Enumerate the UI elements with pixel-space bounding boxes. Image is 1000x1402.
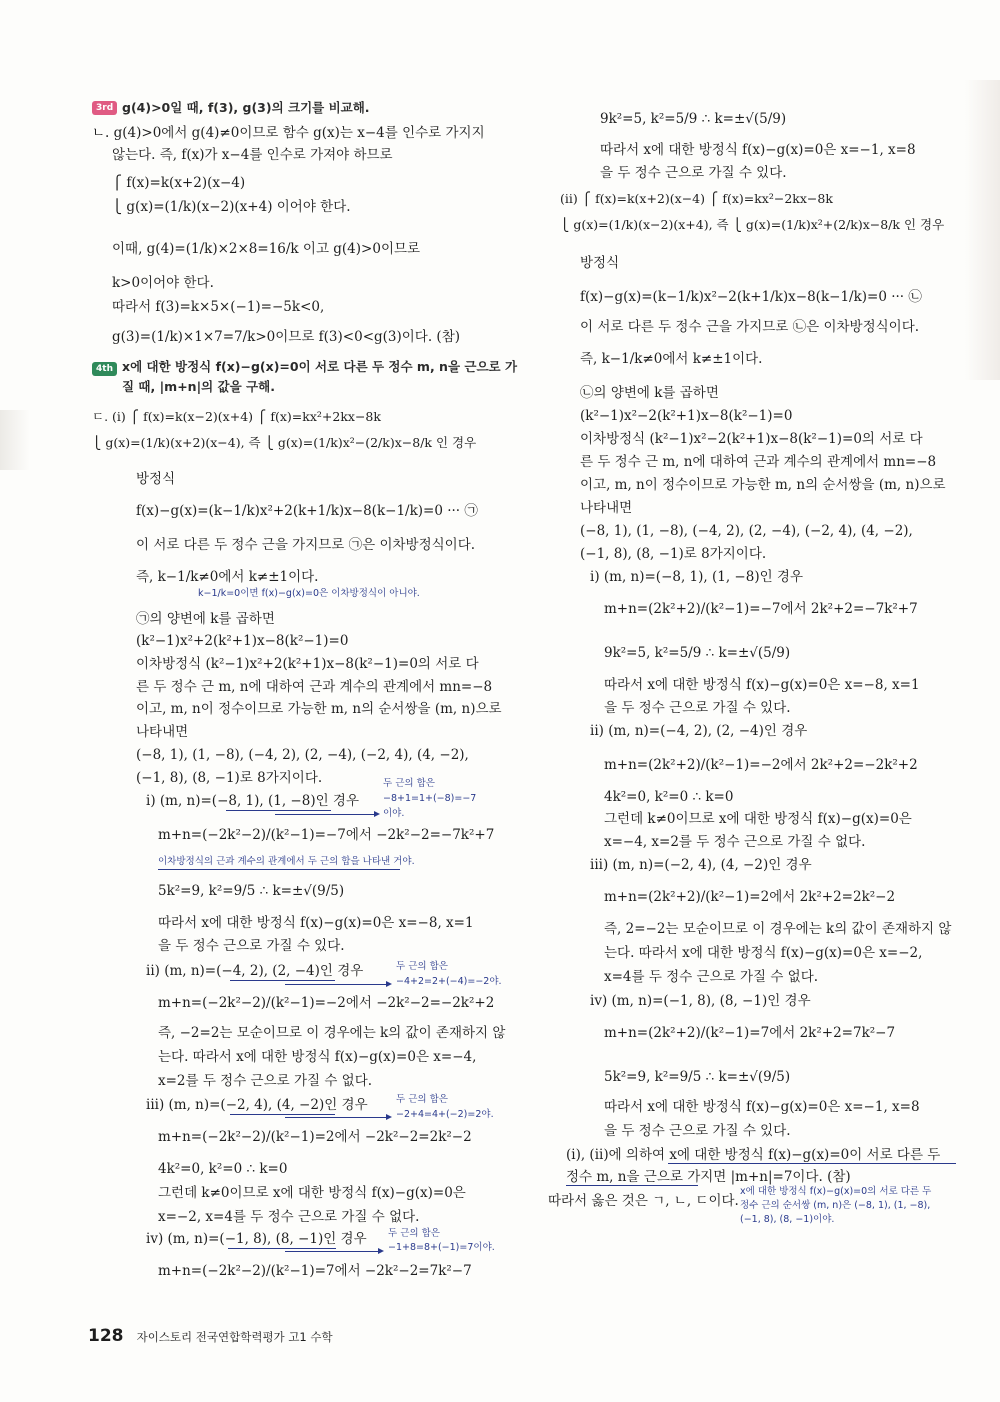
equation-line: 4k²=0, k²=0 ∴ k=0	[158, 1161, 288, 1177]
book-title: 자이스토리 전국연합학력평가 고1 수학	[136, 1330, 333, 1344]
page-edge-shadow-left	[0, 410, 30, 470]
system-line: ㄷ. (i) ⎧ f(x)=k(x−2)(x+4) ⎧ f(x)=kx²+2kx−8k	[92, 409, 381, 424]
case-heading: i) (m, n)=(−8, 1), (1, −8)인 경우	[590, 569, 804, 585]
text-line: 즉, k−1/k≠0에서 k≠±1이다.	[580, 351, 763, 367]
text-line: 즉, k−1/k≠0에서 k≠±1이다.	[136, 569, 319, 585]
equation-line: 5k²=9, k²=9/5 ∴ k=±√(9/5)	[604, 1069, 791, 1085]
arrow-icon	[275, 814, 375, 815]
text-line: x=2를 두 정수 근으로 가질 수 없다.	[158, 1073, 373, 1089]
text-line: k>0이어야 한다.	[112, 275, 214, 291]
text-line: 않는다. 즉, f(x)가 x−4를 인수로 가져야 하므로	[112, 147, 393, 163]
equation-line: m+n=(2k²+2)/(k²−1)=7에서 2k²+2=7k²−7	[604, 1025, 896, 1041]
text-line: g(3)=(1/k)×1×7=7/k>0이므로 f(3)<0<g(3)이다. (참)	[112, 329, 461, 345]
text-line: 방정식	[136, 471, 176, 487]
text-line: ㉠의 양변에 k를 곱하면	[136, 611, 275, 627]
case-heading: iv) (m, n)=(−1, 8), (8, −1)인 경우	[146, 1231, 367, 1247]
conclusion-line: (i), (ii)에 의하여 x에 대한 방정식 f(x)−g(x)=0이 서로 다른 두	[566, 1147, 941, 1163]
text-line: 이때, g(4)=(1/k)×2×8=16/k 이고 g(4)>0이므로	[112, 241, 421, 257]
arrow-icon	[285, 984, 387, 985]
text-line: 을 두 정수 근으로 가질 수 있다.	[604, 700, 791, 716]
equation-line: m+n=(2k²+2)/(k²−1)=−2에서 2k²+2=−2k²+2	[604, 757, 918, 773]
text-line: 방정식	[580, 255, 620, 271]
text-line: x=4를 두 정수 근으로 가질 수 없다.	[604, 969, 819, 985]
equation-line: 4k²=0, k²=0 ∴ k=0	[604, 789, 734, 805]
text-line: 이차방정식 (k²−1)x²−2(k²+1)x−8(k²−1)=0의 서로 다	[580, 431, 923, 447]
annotation: −4+2=2+(−4)=−2야.	[396, 976, 502, 987]
text-line: 따라서 x에 대한 방정식 f(x)−g(x)=0은 x=−1, x=8	[604, 1099, 920, 1115]
equation-line: m+n=(2k²+2)/(k²−1)=2에서 2k²+2=2k²−2	[604, 889, 896, 905]
underline	[228, 1248, 336, 1249]
annotation: 두 근의 합은	[396, 961, 448, 972]
text-line: 따라서 x에 대한 방정식 f(x)−g(x)=0은 x=−8, x=1	[604, 677, 920, 693]
step-3rd-heading: g(4)>0일 때, f(3), g(3)의 크기를 비교해.	[122, 100, 370, 115]
case-heading: iv) (m, n)=(−1, 8), (8, −1)인 경우	[590, 993, 811, 1009]
text-line: 을 두 정수 근으로 가질 수 있다.	[158, 938, 345, 954]
case-heading: ii) (m, n)=(−4, 2), (2, −4)인 경우	[146, 963, 364, 979]
arrow-icon	[285, 1251, 379, 1252]
equation-line: (k²−1)x²−2(k²+1)x−8(k²−1)=0	[580, 408, 793, 424]
annotation: −1+8=8+(−1)=7이야.	[388, 1242, 495, 1253]
equation-line: m+n=(2k²+2)/(k²−1)=−7에서 2k²+2=−7k²+7	[604, 601, 918, 617]
equation-line: f(x)−g(x)=(k−1/k)x²−2(k+1/k)x−8(k−1/k)=0 ··· ㉡	[580, 289, 922, 305]
pairs-line: (−8, 1), (1, −8), (−4, 2), (2, −4), (−2, 4), (4, −2),	[136, 747, 469, 763]
text-line: 는다. 따라서 x에 대한 방정식 f(x)−g(x)=0은 x=−4,	[158, 1049, 477, 1065]
text-line: 그런데 k≠0이므로 x에 대한 방정식 f(x)−g(x)=0은	[604, 811, 912, 827]
page-footer	[88, 1326, 333, 1346]
text-line: 이고, m, n이 정수이므로 가능한 m, n의 순서쌍을 (m, n)으로	[580, 477, 946, 493]
text-line: 는다. 따라서 x에 대한 방정식 f(x)−g(x)=0은 x=−2,	[604, 945, 923, 961]
text-line: ㄴ. g(4)>0에서 g(4)≠0이므로 함수 g(x)는 x−4를 인수로 가지지	[92, 125, 485, 141]
annotation: 두 근의 합은	[388, 1228, 440, 1239]
text-line: 즉, −2=2는 모순이므로 이 경우에는 k의 값이 존재하지 않	[158, 1025, 506, 1041]
pairs-line: (−8, 1), (1, −8), (−4, 2), (2, −4), (−2, 4), (4, −2),	[580, 523, 913, 539]
page-edge-shadow-right	[965, 80, 1000, 380]
case-heading: iii) (m, n)=(−2, 4), (4, −2)인 경우	[590, 857, 812, 873]
text-line: x=−4, x=2를 두 정수 근으로 가질 수 없다.	[604, 834, 866, 850]
text-line: 이 서로 다른 두 정수 근을 가지므로 ㉡은 이차방정식이다.	[580, 319, 920, 335]
final-answer: 따라서 옳은 것은 ㄱ, ㄴ, ㄷ이다.	[548, 1193, 739, 1209]
equation-line: m+n=(−2k²−2)/(k²−1)=2에서 −2k²−2=2k²−2	[158, 1129, 472, 1145]
annotation: 이차방정식의 근과 계수의 관계에서 두 근의 합을 나타낸 거야.	[158, 856, 415, 867]
equation-line: m+n=(−2k²−2)/(k²−1)=−7에서 −2k²−2=−7k²+7	[158, 827, 495, 843]
annotation: −8+1=1+(−8)=−7	[383, 793, 477, 804]
arrow-icon	[285, 1117, 387, 1118]
annotation: 두 근의 합은	[396, 1094, 448, 1105]
text-line: 이고, m, n이 정수이므로 가능한 m, n의 순서쌍을 (m, n)으로	[136, 701, 502, 717]
annotation: −2+4=4+(−2)=2야.	[396, 1109, 494, 1120]
text-line: x=−2, x=4를 두 정수 근으로 가질 수 없다.	[158, 1209, 420, 1225]
case-heading: ii) (m, n)=(−4, 2), (2, −4)인 경우	[590, 723, 808, 739]
step-4th-heading: x에 대한 방정식 f(x)−g(x)=0이 서로 다른 두 정수 m, n을 근으로 가	[122, 359, 518, 374]
text-line: 나타내면	[580, 500, 633, 516]
text-line: 따라서 x에 대한 방정식 f(x)−g(x)=0은 x=−1, x=8	[600, 142, 916, 158]
equation-line: (k²−1)x²+2(k²+1)x−8(k²−1)=0	[136, 633, 349, 649]
annotation: 정수 근의 순서쌍 (m, n)은 (−8, 1), (1, −8),	[740, 1200, 931, 1211]
underline	[230, 1114, 335, 1115]
text-line: 이차방정식 (k²−1)x²+2(k²+1)x−8(k²−1)=0의 서로 다	[136, 656, 479, 672]
text-line: 른 두 정수 근 m, n에 대하여 근과 계수의 관계에서 mn=−8	[136, 679, 493, 695]
step-4th-heading: 질 때, |m+n|의 값을 구해.	[122, 379, 275, 394]
underline	[230, 980, 335, 981]
page-number: 128	[88, 1326, 124, 1346]
text-line: 즉, 2=−2는 모순이므로 이 경우에는 k의 값이 존재하지 않	[604, 921, 952, 937]
text-line: ㉡의 양변에 k를 곱하면	[580, 385, 719, 401]
equation-line: 5k²=9, k²=9/5 ∴ k=±√(9/5)	[158, 883, 345, 899]
equation-line: m+n=(−2k²−2)/(k²−1)=−2에서 −2k²−2=−2k²+2	[158, 995, 495, 1011]
text-line: 을 두 정수 근으로 가질 수 있다.	[604, 1123, 791, 1139]
step-4th-badge: 4th	[92, 362, 117, 376]
equation-line: 9k²=5, k²=5/9 ∴ k=±√(5/9)	[600, 111, 787, 127]
annotation: 두 근의 합은	[383, 778, 435, 789]
system-line: ⎧ f(x)=k(x+2)(x−4)	[112, 175, 246, 191]
annotation: 이야.	[383, 808, 405, 819]
system-line: ⎩ g(x)=(1/k)(x+2)(x−4), 즉 ⎩ g(x)=(1/k)x²−(2/k)x−8/k 인 경우	[92, 435, 477, 450]
underline	[226, 810, 331, 811]
annotation: k−1/k=0이면 f(x)−g(x)=0은 이차방정식이 아니야.	[198, 588, 420, 599]
system-line: (ii) ⎧ f(x)=k(x+2)(x−4) ⎧ f(x)=kx²−2kx−8k	[560, 191, 833, 206]
text-line: 른 두 정수 근 m, n에 대하여 근과 계수의 관계에서 mn=−8	[580, 454, 937, 470]
equation-line: m+n=(−2k²−2)/(k²−1)=7에서 −2k²−2=7k²−7	[158, 1263, 472, 1279]
text-line: 을 두 정수 근으로 가질 수 있다.	[600, 165, 787, 181]
text-line: 따라서 x에 대한 방정식 f(x)−g(x)=0은 x=−8, x=1	[158, 915, 474, 931]
text-line: 그런데 k≠0이므로 x에 대한 방정식 f(x)−g(x)=0은	[158, 1185, 466, 1201]
system-line: ⎩ g(x)=(1/k)(x−2)(x+4) 이어야 한다.	[112, 199, 351, 215]
annotation: (−1, 8), (8, −1)이야.	[740, 1214, 835, 1225]
system-line: ⎩ g(x)=(1/k)(x−2)(x+4), 즉 ⎩ g(x)=(1/k)x²+(2/k)x−8/k 인 경우	[560, 217, 945, 232]
annotation: x에 대한 방정식 f(x)−g(x)=0의 서로 다른 두	[740, 1186, 932, 1197]
equation-line: 9k²=5, k²=5/9 ∴ k=±√(5/9)	[604, 645, 791, 661]
case-heading: iii) (m, n)=(−2, 4), (4, −2)인 경우	[146, 1097, 368, 1113]
underline	[668, 1163, 956, 1164]
pairs-line: (−1, 8), (8, −1)로 8가지이다.	[580, 546, 767, 562]
text-line: 나타내면	[136, 724, 189, 740]
pairs-line: (−1, 8), (8, −1)로 8가지이다.	[136, 770, 323, 786]
text-line: 따라서 f(3)=k×5×(−1)=−5k<0,	[112, 299, 325, 315]
underline	[566, 1185, 698, 1186]
conclusion-line: 정수 m, n을 근으로 가지면 |m+n|=7이다. (참)	[566, 1169, 851, 1185]
step-3rd-badge: 3rd	[92, 101, 117, 115]
equation-line: f(x)−g(x)=(k−1/k)x²+2(k+1/k)x−8(k−1/k)=0 ··· ㉠	[136, 503, 478, 519]
case-heading: i) (m, n)=(−8, 1), (1, −8)인 경우	[146, 793, 360, 809]
underline	[158, 869, 400, 870]
text-line: 이 서로 다른 두 정수 근을 가지므로 ㉠은 이차방정식이다.	[136, 537, 476, 553]
